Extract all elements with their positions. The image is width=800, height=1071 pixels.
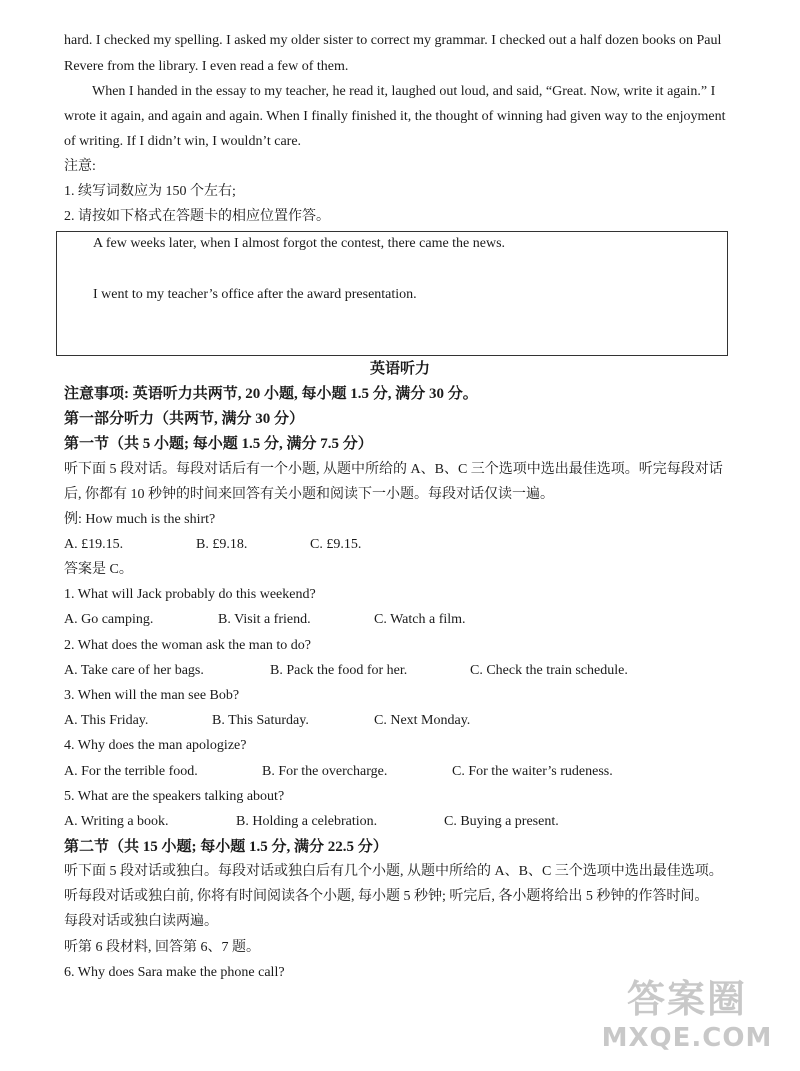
q2-option-b: B. Pack the food for her. bbox=[270, 663, 408, 678]
site-watermark-logo bbox=[592, 977, 782, 1063]
q1-option-a: A. Go camping. bbox=[64, 612, 154, 627]
notes-label: 注意: bbox=[64, 159, 96, 174]
passage-line-4: wrote it again, and again and again. When I finally finished it, the thought of winning had given way to the enjoyment bbox=[64, 109, 726, 124]
q2-option-a: A. Take care of her bags. bbox=[64, 663, 204, 678]
answer-box-prompt-1: A few weeks later, when I almost forgot the contest, there came the news. bbox=[93, 236, 506, 251]
q5-option-c: C. Buying a present. bbox=[444, 814, 559, 829]
answer-box bbox=[56, 231, 728, 356]
q5-option-b: B. Holding a celebration. bbox=[236, 814, 378, 829]
question-1: 1. What will Jack probably do this weekend? bbox=[64, 587, 316, 602]
q1-option-c: C. Watch a film. bbox=[374, 612, 466, 627]
passage-line-3: When I handed in the essay to my teacher, he read it, laughed out loud, and said, “Great. Now, write it again.” I bbox=[92, 84, 716, 99]
question-3: 3. When will the man see Bob? bbox=[64, 688, 240, 703]
example-answer: 答案是 C。 bbox=[64, 562, 133, 577]
answer-box-prompt-2: I went to my teacher’s office after the award presentation. bbox=[93, 287, 417, 302]
question-4: 4. Why does the man apologize? bbox=[64, 738, 247, 753]
q4-option-b: B. For the overcharge. bbox=[262, 764, 388, 779]
q3-option-a: A. This Friday. bbox=[64, 713, 149, 728]
listening-title: 英语听力 bbox=[369, 361, 430, 377]
q4-option-c: C. For the waiter’s rudeness. bbox=[452, 764, 613, 779]
q5-option-a: A. Writing a book. bbox=[64, 814, 169, 829]
section1-instruction-1: 听下面 5 段对话。每段对话后有一个小题, 从题中所给的 A、B、C 三个选项中选出最佳选项。听完每段对话 bbox=[64, 462, 723, 477]
watermark-bottom-text: MXQE.COM bbox=[601, 1023, 773, 1053]
passage-line-2: Revere from the library. I even read a few of them. bbox=[64, 59, 349, 74]
q3-option-b: B. This Saturday. bbox=[212, 713, 309, 728]
part1-heading: 第一部分听力（共两节, 满分 30 分） bbox=[64, 411, 305, 427]
passage-line-1: hard. I checked my spelling. I asked my older sister to correct my grammar. I checked out a half dozen books on Paul bbox=[64, 33, 722, 48]
example-option-c: C. £9.15. bbox=[310, 537, 362, 552]
question-5: 5. What are the speakers talking about? bbox=[64, 789, 285, 804]
question-2: 2. What does the woman ask the man to do? bbox=[64, 638, 312, 653]
listening-notice: 注意事项: 英语听力共两节, 20 小题, 每小题 1.5 分, 满分 30 分。 bbox=[64, 386, 478, 402]
section2-heading: 第二节（共 15 小题; 每小题 1.5 分, 满分 22.5 分） bbox=[64, 839, 388, 855]
material-6-heading: 听第 6 段材料, 回答第 6、7 题。 bbox=[64, 940, 260, 955]
example-option-a: A. £19.15. bbox=[64, 537, 124, 552]
q3-option-c: C. Next Monday. bbox=[374, 713, 471, 728]
section2-instruction-1: 听下面 5 段对话或独白。每段对话或独白后有几个小题, 从题中所给的 A、B、C 三个选项中选出最佳选项。 bbox=[64, 864, 723, 879]
question-6: 6. Why does Sara make the phone call? bbox=[64, 965, 285, 980]
section2-instruction-3: 每段对话或独白读两遍。 bbox=[64, 914, 218, 929]
q2-option-c: C. Check the train schedule. bbox=[470, 663, 628, 678]
section1-instruction-2: 后, 你都有 10 秒钟的时间来回答有关小题和阅读下一小题。每段对话仅读一遍。 bbox=[64, 487, 554, 502]
example-option-b: B. £9.18. bbox=[196, 537, 248, 552]
section2-instruction-2: 听每段对话或独白前, 你将有时间阅读各个小题, 每小题 5 秒钟; 听完后, 各小题将给出 5 秒钟的作答时间。 bbox=[64, 889, 709, 904]
q4-option-a: A. For the terrible food. bbox=[64, 764, 198, 779]
watermark-top-text: 答案圈 bbox=[626, 977, 747, 1021]
q1-option-b: B. Visit a friend. bbox=[218, 612, 311, 627]
section1-heading: 第一节（共 5 小题; 每小题 1.5 分, 满分 7.5 分） bbox=[64, 436, 373, 452]
passage-line-5: of writing. If I didn’t win, I wouldn’t care. bbox=[64, 134, 302, 149]
note-1: 1. 续写词数应为 150 个左右; bbox=[64, 184, 236, 199]
example-question: 例: How much is the shirt? bbox=[64, 512, 216, 527]
note-2: 2. 请按如下格式在答题卡的相应位置作答。 bbox=[64, 209, 330, 224]
